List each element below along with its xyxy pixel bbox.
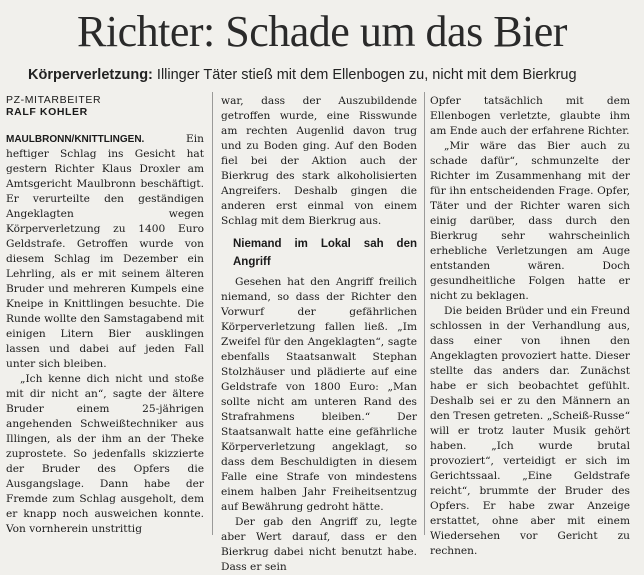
byline-name: RALF KOHLER <box>6 106 88 118</box>
dateline: MAULBRONN/KNITTLINGEN. <box>6 134 145 145</box>
paragraph: „Ich kenne dich nicht und stoße mit dir nicht an“, sagte der ältere Bruder einem 25-jährigen angehenden Schweißtechniker aus Illingen, als der ihm an der Theke zuprostete. So jedenfalls skizzierte der Bruder des Opfers die Ausgangslage. Dann habe der Fremde zum Schlag ausgeholt, dem er knapp noch ausweichen konnte. Von vornherein unstrittig <box>6 373 204 535</box>
article-headline: Richter: Schade um das Bier <box>77 7 567 56</box>
byline <box>6 94 204 118</box>
byline-role: PZ-MITARBEITER <box>6 94 102 106</box>
paragraph: Opfer tatsächlich mit dem Ellenbogen verletzte, glaubte ihm am Ende auch der erfahrene Richter. <box>430 95 630 137</box>
column-divider <box>212 92 213 535</box>
subheadline-topic: Körperverletzung: <box>28 67 153 83</box>
paragraph <box>6 132 204 372</box>
paragraph: Gesehen hat den Angriff freilich niemand, so dass der Richter den Vorwurf der gefährlichen Körperverletzung fallen ließ. „Im Zweifel für den Angeklagten“, sagte ebenfalls Staatsanwalt Stephan Stolzhäuser und plädierte auf eine Geldstrafe von 1800 Euro: „Man sollte nicht am unteren Rand des Strafrahmens bleiben.“ Der Staatsanwalt hatte eine gefährliche Körperverletzung angeklagt, so dass dem Beschuldigten in diesem Falle eine Strafe von mindestens einem halben Jahr Freiheitsentzug auf Bewährung gedroht hätte. <box>221 276 417 513</box>
section-subheading: Niemand im Lokal sah den Angriff <box>233 238 417 268</box>
column-divider <box>424 92 425 535</box>
article-column-1 <box>6 94 204 535</box>
paragraph: Die beiden Brüder und ein Freund schlossen in der Verhandlung aus, dass einer von ihnen den Angeklagten provoziert hatte. Dieser stellte das anders dar. Zunächst habe er sich beobachtet gefühlt. Deshalb sei er zu den Männern an den Tresen getreten. „Scheiß-Russe“ will er trotz lauter Musik gehört haben. „Ich wurde brutal provoziert“, verteidigt er sich im Gerichtssaal. „Eine Geldstrafe reicht“, brummte der Bruder des Opfers. Er habe zwar Anzeige erstattet, ohne aber mit einem Wiedersehen vor Gericht zu rechnen. <box>430 305 630 557</box>
article-column-2 <box>221 94 417 573</box>
paragraph: „Mir wäre das Bier auch zu schade dafür“, schmunzelte der Richter im Zusammenhang mit der für ihn entscheidenden Frage. Opfer, Täter und der Richter waren sich einig darüber, dass durch den Bierkrug sehr wahrscheinlich erhebliche Verletzungen am Auge entstanden wären. Doch gesundheitliche Folgen hatte er nicht zu beklagen. <box>430 140 630 302</box>
article-column-3 <box>430 94 630 557</box>
paragraph: Der gab den Angriff zu, legte aber Wert darauf, dass er den Bierkrug dabei nicht benutzt habe. Dass er sein <box>221 516 417 573</box>
subheadline-text: Illinger Täter stieß mit dem Ellenbogen zu, nicht mit dem Bierkrug <box>152 67 577 83</box>
paragraph: war, dass der Auszubildende getroffen wurde, eine Risswunde am rechten Augenlid davon trug und zu Boden ging. Auf den Boden fiel bei der Aktion auch der Bierkrug des stark alkoholisierten Angreifers. Deshalb gingen die anderen erst einmal von einem Schlag mit dem Bierkrug aus. <box>221 95 417 227</box>
article-subheadline <box>28 66 638 84</box>
paragraph-text: Ein heftiger Schlag ins Gesicht hat gestern Richter Klaus Droxler am Amtsgericht Maulbronn beschäftigt. Er verurteilte den geständigen Angeklagten wegen Körperverletzung zu 1400 Euro Geldstrafe. Getroffen wurde von diesem Schlag im Dezember ein Lehrling, als er mit seinem älteren Bruder und mehreren Kumpels eine Kneipe in Knittlingen besuchte. Die Runde wollte den Samstagabend mit einigen Litern Bier ausklingen lassen und dabei auf jeden Fall unter sich bleiben. <box>6 133 204 370</box>
